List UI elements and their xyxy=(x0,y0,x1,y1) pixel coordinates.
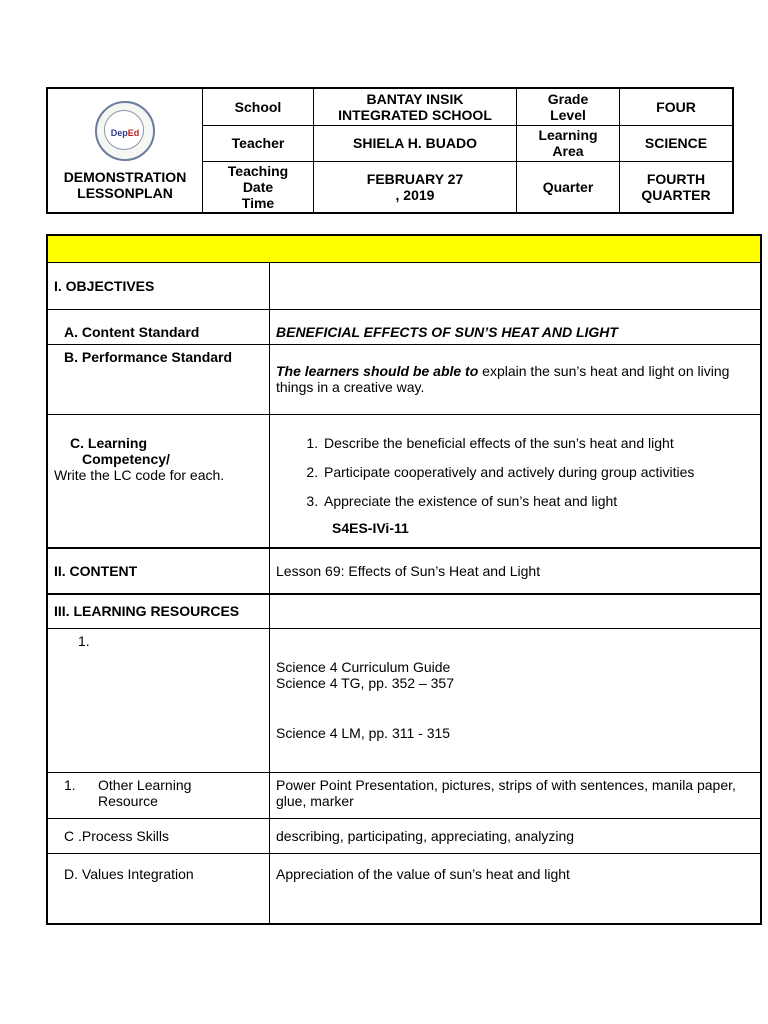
doc-title: DEMONSTRATION LESSONPLAN xyxy=(63,168,187,201)
process-skills-value: describing, participating, appreciating, analyzing xyxy=(270,819,762,854)
reference-item: Science 4 LM, pp. 311 - 315 xyxy=(276,725,451,741)
title-cell xyxy=(47,88,203,213)
competency-item: 2. Participate cooperatively and actively during group activities xyxy=(322,464,754,480)
competency-item: 1. Describe the beneficial effects of the sun’s heat and light xyxy=(322,435,754,451)
competency-item: 3. Appreciate the existence of sun’s heat and light xyxy=(322,493,754,509)
other-resources-value: Power Point Presentation, pictures, strips of with sentences, manila paper, glue, marker xyxy=(270,773,762,819)
school-value: BANTAY INSIK INTEGRATED SCHOOL xyxy=(314,88,517,125)
header-table xyxy=(46,87,734,214)
lesson-plan-table xyxy=(46,234,762,925)
school-label: School xyxy=(203,88,314,125)
performance-standard-value: The learners should be able to explain the sun’s heat and light on living things in a creative way. xyxy=(270,345,762,415)
deped-seal-icon: DepEd xyxy=(95,101,155,161)
process-skills-label: C .Process Skills xyxy=(47,819,270,854)
content-value: Lesson 69: Effects of Sun’s Heat and Light xyxy=(270,548,762,594)
quarter-value: FOURTH QUARTER xyxy=(620,161,734,213)
content-standard-label: A. Content Standard xyxy=(47,310,270,345)
area-value: SCIENCE xyxy=(620,125,734,161)
content-standard-value: BENEFICIAL EFFECTS OF SUN’S HEAT AND LIGHT xyxy=(270,310,762,345)
date-value: FEBRUARY 27 , 2019 xyxy=(314,161,517,213)
competency-list-cell xyxy=(270,415,762,548)
performance-standard-label: B. Performance Standard xyxy=(47,345,270,415)
highlight-bar xyxy=(47,235,761,263)
date-label: Teaching Date Time xyxy=(203,161,314,213)
grade-label: Grade Level xyxy=(517,88,620,125)
teacher-value: SHIELA H. BUADO xyxy=(314,125,517,161)
other-resources-label: 1. Other Learning Resource xyxy=(47,773,270,819)
values-integration-value: Appreciation of the value of sun’s heat and light xyxy=(270,854,762,924)
competency-list xyxy=(276,435,754,509)
reference-item: Science 4 TG, pp. 352 – 357 xyxy=(276,675,454,691)
lc-code: S4ES-IVi-11 xyxy=(332,520,409,536)
references-label: 1. xyxy=(47,629,270,773)
resources-empty-cell xyxy=(270,594,762,629)
objectives-heading: I. OBJECTIVES xyxy=(47,263,270,310)
quarter-label: Quarter xyxy=(517,161,620,213)
values-integration-label: D. Values Integration xyxy=(47,854,270,924)
resources-heading: III. LEARNING RESOURCES xyxy=(47,594,270,629)
grade-value: FOUR xyxy=(620,88,734,125)
references-list xyxy=(270,629,762,773)
content-heading: II. CONTENT xyxy=(47,548,270,594)
objectives-empty-cell xyxy=(270,263,762,310)
reference-item: Science 4 Curriculum Guide xyxy=(276,659,451,675)
area-label: Learning Area xyxy=(517,125,620,161)
competency-label: C. Learning Competency/ Write the LC code for each. xyxy=(47,415,270,548)
teacher-label: Teacher xyxy=(203,125,314,161)
